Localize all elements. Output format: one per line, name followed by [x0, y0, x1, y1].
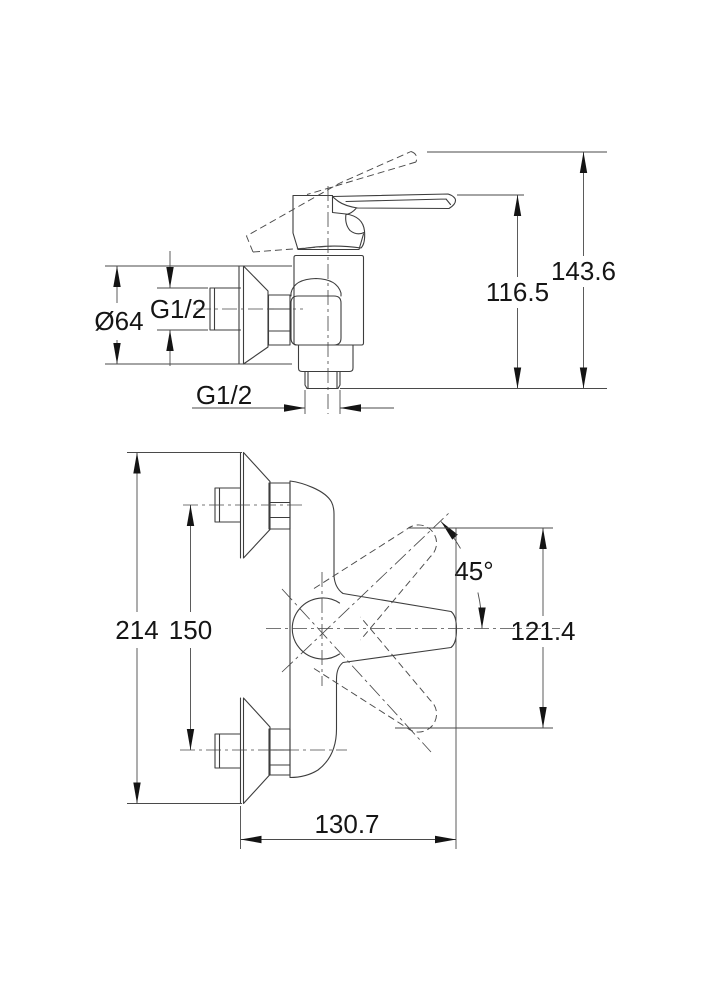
- side-view: [94, 152, 616, 415]
- raised-lever-lower-edge: [307, 162, 416, 195]
- raised-lever-tip: [411, 152, 417, 163]
- arrow-up: [539, 528, 546, 549]
- arrow-down: [539, 707, 546, 728]
- arrow-right: [435, 836, 456, 843]
- front-bottom-escutcheon: [241, 698, 271, 804]
- front-centerlines: [180, 505, 560, 752]
- arrow-up: [187, 505, 194, 526]
- side-escutcheon: [239, 266, 268, 364]
- side-view-faucet-outline: [210, 194, 456, 389]
- side-connection-block: [291, 279, 341, 346]
- arrow-down: [166, 267, 173, 288]
- dim-handle-level-height: [457, 195, 549, 389]
- arrow-up: [133, 453, 140, 474]
- arrow-down: [580, 368, 587, 389]
- arrow-up: [166, 330, 173, 351]
- dim-outlet-thread: [192, 380, 394, 414]
- arrow-down: [133, 783, 140, 804]
- extension-lines: [241, 528, 457, 849]
- front-bottom-inlet-pipe: [215, 734, 241, 768]
- front-body: [290, 481, 457, 778]
- arrow-arc-bottom: [478, 608, 485, 629]
- raised-lever-upper-edge: [247, 152, 412, 253]
- side-lever: [333, 194, 456, 215]
- handle-down-45: [314, 617, 437, 732]
- side-body: [294, 256, 364, 346]
- dim-inlet-thread: [150, 251, 208, 366]
- arrow-left: [340, 404, 361, 411]
- dim-label-overall-height: 214: [115, 615, 159, 645]
- arrow-down: [514, 368, 521, 389]
- arrow-right: [284, 404, 305, 411]
- arrow-up: [580, 152, 587, 173]
- arrow-up: [113, 266, 120, 287]
- dim-handle-swing-angle: [438, 519, 493, 628]
- dim-label-overall-depth: 130.7: [314, 809, 380, 839]
- dim-label-handle-swing-angle: 45°: [454, 556, 494, 586]
- dim-label-handle-raised-height: 143.6: [550, 256, 617, 286]
- dim-label-flange-diameter: Ø64: [94, 306, 144, 336]
- arrow-down: [187, 729, 194, 750]
- side-hex-nut: [269, 295, 291, 345]
- side-handle-raised-hidden: [247, 152, 417, 253]
- dim-label-inlet-center-distance: 150: [168, 615, 213, 645]
- dim-label-outlet-thread: G1/2: [195, 380, 253, 410]
- arrow-up: [514, 195, 521, 216]
- dim-inlet-center-distance: [169, 505, 212, 750]
- arrow-down: [113, 343, 120, 364]
- front-bottom-hex-nut: [269, 729, 290, 775]
- front-view: [115, 453, 575, 850]
- dim-label-handle-level-height: 116.5: [485, 277, 550, 307]
- dim-label-inlet-thread: G1/2: [149, 294, 207, 324]
- front-view-faucet-outline: [215, 453, 457, 804]
- front-top-hex-nut: [269, 483, 290, 529]
- arrow-left: [241, 836, 262, 843]
- side-outlet: [299, 345, 354, 389]
- dim-handle-raised-height: [340, 152, 616, 389]
- dim-overall-depth: [241, 528, 457, 849]
- dim-label-handle-vertical-travel: 121.4: [510, 616, 576, 646]
- front-centerline-diag-up: [282, 512, 450, 672]
- extension-lines: [305, 390, 340, 414]
